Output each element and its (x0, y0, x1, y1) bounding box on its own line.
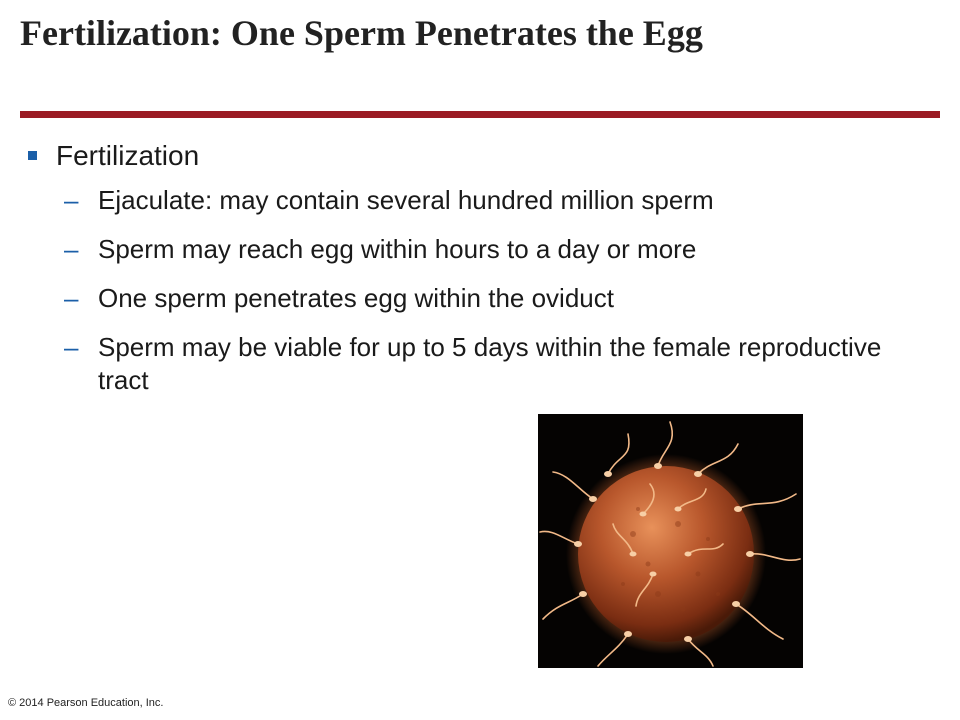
subpoint-ejaculate (56, 184, 920, 217)
square-bullet-icon (28, 151, 37, 160)
dash-icon: – (64, 234, 79, 264)
subpoint-text: Sperm may be viable for up to 5 days within the female reproductive tract (98, 332, 882, 395)
subpoint-list (56, 184, 920, 397)
bullet-fertilization (20, 136, 920, 397)
slide-title: Fertilization: One Sperm Penetrates the Egg (20, 13, 703, 53)
title-divider (20, 111, 940, 118)
bullet-label: Fertilization (56, 140, 200, 171)
egg-micrograph-icon (538, 414, 803, 668)
subpoint-text: One sperm penetrates egg within the oviduct (98, 283, 614, 313)
dash-icon: – (64, 185, 79, 215)
subpoint-viable (56, 331, 920, 397)
subpoint-text: Sperm may reach egg within hours to a day or more (98, 234, 697, 264)
egg-micrograph-image (538, 414, 803, 668)
copyright-notice: © 2014 Pearson Education, Inc. (8, 697, 164, 709)
dash-icon: – (64, 332, 79, 362)
subpoint-reach-egg (56, 233, 920, 266)
dash-icon: – (64, 283, 79, 313)
subpoint-text: Ejaculate: may contain several hundred million sperm (98, 185, 714, 215)
subpoint-penetrates (56, 282, 920, 315)
bullet-list (20, 136, 920, 413)
